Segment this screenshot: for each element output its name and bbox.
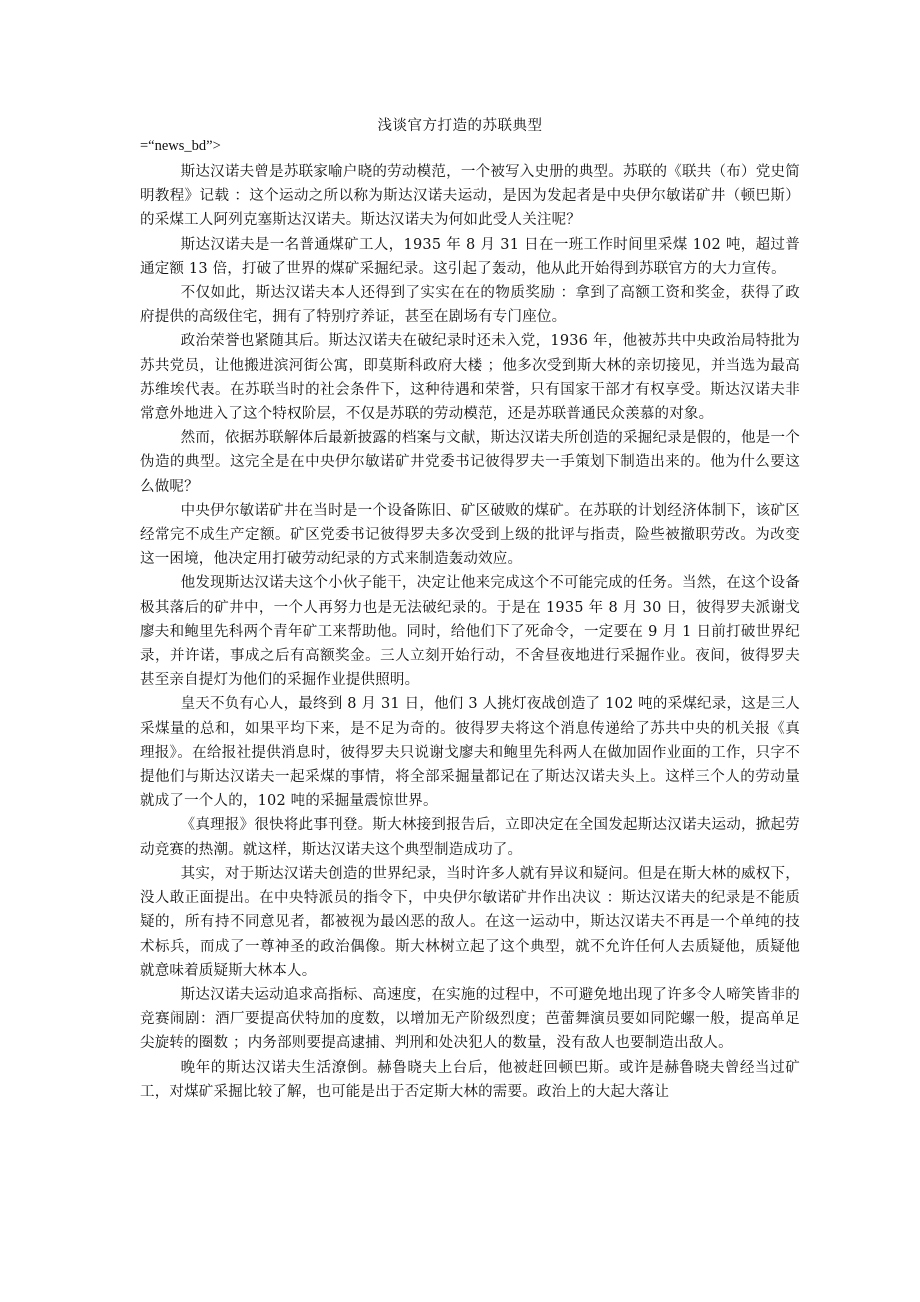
paragraph: 斯达汉诺夫曾是苏联家喻户晓的劳动模范，一个被写入史册的典型。苏联的《联共（布）党史简明教程》记载 ：这个运动之所以称为斯达汉诺夫运动，是因为发起者是中央伊尔敏诺矿井（顿巴斯）的采煤工人阿列克塞斯达汉诺夫。斯达汉诺夫为何如此受人关注呢？ bbox=[140, 164, 800, 229]
paragraph: 他发现斯达汉诺夫这个小伙子能干，决定让他来完成这个不可能完成的任务。当然，在这个设备极其落后的矿井中，一个人再努力也是无法破纪录的。于是在 1935 年 8 月 30 日，彼得罗夫派谢戈廖夫和鲍里先科两个青年矿工来帮助他。同时，给他们下了死命令，一定要在 9 月 1 日前打破世界纪录，并许诺，事成之后有高额奖金。三人立刻开始行动，不舍昼夜地进行采掘作业。夜间，彼得罗夫甚至亲自提灯为他们的采掘作业提供照明。 bbox=[140, 575, 800, 689]
paragraph: 斯达汉诺夫运动追求高指标、高速度，在实施的过程中，不可避免地出现了许多令人啼笑皆非的竞赛闹剧：酒厂要提高伏特加的度数，以增加无产阶级烈度；芭蕾舞演员要如同陀螺一般，提高单足尖旋转的圈数 ；内务部则要提高逮捕、判刑和处决犯人的数量，没有敌人也要制造出敌人。 bbox=[140, 986, 800, 1052]
document-title: 浅谈官方打造的苏联典型 bbox=[377, 118, 543, 134]
paragraph: 其实，对于斯达汉诺夫创造的世界纪录，当时许多人就有异议和疑问。但是在斯大林的威权下，没人敢正面提出。在中央特派员的指令下，中央伊尔敏诺矿井作出决议 ：斯达汉诺夫的纪录是不能质疑的，所有持不同意见者，都被视为最凶恶的敌人。在这一运动中，斯达汉诺夫不再是一个单纯的技术标兵，而成了一尊神圣的政治偶像。斯大林树立起了这个典型，就不允许任何人去质疑他，质疑他就意味着质疑斯大林本人。 bbox=[140, 865, 800, 979]
paragraph: 晚年的斯达汉诺夫生活潦倒。赫鲁晓夫上台后，他被赶回顿巴斯。或许是赫鲁晓夫曾经当过矿工，对煤矿采掘比较了解，也可能是出于否定斯大林的需要。政治上的大起大落让 bbox=[140, 1059, 800, 1100]
paragraph: 然而，依据苏联解体后最新披露的档案与文献，斯达汉诺夫所创造的采掘纪录是假的，他是一个伪造的典型。这完全是在中央伊尔敏诺矿井党委书记彼得罗夫一手策划下制造出来的。他为什么要这么做呢？ bbox=[140, 430, 800, 495]
paragraph: 不仅如此，斯达汉诺夫本人还得到了实实在在的物质奖励 ：拿到了高额工资和奖金，获得了政府提供的高级住宅，拥有了特别疗养证，甚至在剧场有专门座位。 bbox=[140, 285, 800, 326]
paragraph: 斯达汉诺夫是一名普通煤矿工人，1935 年 8 月 31 日在一班工作时间里采煤 102 吨，超过普通定额 13 倍，打破了世界的煤矿采掘纪录。这引起了轰动，他从此开始得到苏联官方的大力宣传。 bbox=[140, 236, 800, 277]
paragraph: 皇天不负有心人，最终到 8 月 31 日，他们 3 人挑灯夜战创造了 102 吨的采煤纪录，这是三人采煤量的总和，如果平均下来，是不足为奇的。彼得罗夫将这个消息传递给了苏共中央的机关报《真理报》。在给报社提供消息时，彼得罗夫只说谢戈廖夫和鲍里先科两人在做加固作业面的工作，只字不提他们与斯达汉诺夫一起采煤的事情，将全部采掘量都记在了斯达汉诺夫头上。这样三个人的劳动量就成了一个人的，102 吨的采掘量震惊世界。 bbox=[140, 696, 800, 810]
document-body bbox=[140, 160, 800, 1104]
paragraph: 政治荣誉也紧随其后。斯达汉诺夫在破纪录时还未入党，1936 年，他被苏共中央政治局特批为苏共党员，让他搬进滨河街公寓，即莫斯科政府大楼 ；他多次受到斯大林的亲切接见，并当选为最高苏维埃代表。在苏联当时的社会条件下，这种待遇和荣誉，只有国家干部才有权享受。斯达汉诺夫非常意外地进入了这个特权阶层，不仅是苏联的劳动模范，还是苏联普通民众羡慕的对象。 bbox=[140, 333, 800, 423]
markup-artifact-text: =“news_bd”> bbox=[140, 138, 221, 154]
paragraph: 中央伊尔敏诺矿井在当时是一个设备陈旧、矿区破败的煤矿。在苏联的计划经济体制下，该矿区经常完不成生产定额。矿区党委书记彼得罗夫多次受到上级的批评与指责，险些被撤职劳改。为改变这一困境，他决定用打破劳动纪录的方式来制造轰动效应。 bbox=[140, 502, 800, 568]
paragraph: 《真理报》很快将此事刊登。斯大林接到报告后，立即决定在全国发起斯达汉诺夫运动，掀起劳动竞赛的热潮。就这样，斯达汉诺夫这个典型制造成功了。 bbox=[140, 817, 800, 858]
